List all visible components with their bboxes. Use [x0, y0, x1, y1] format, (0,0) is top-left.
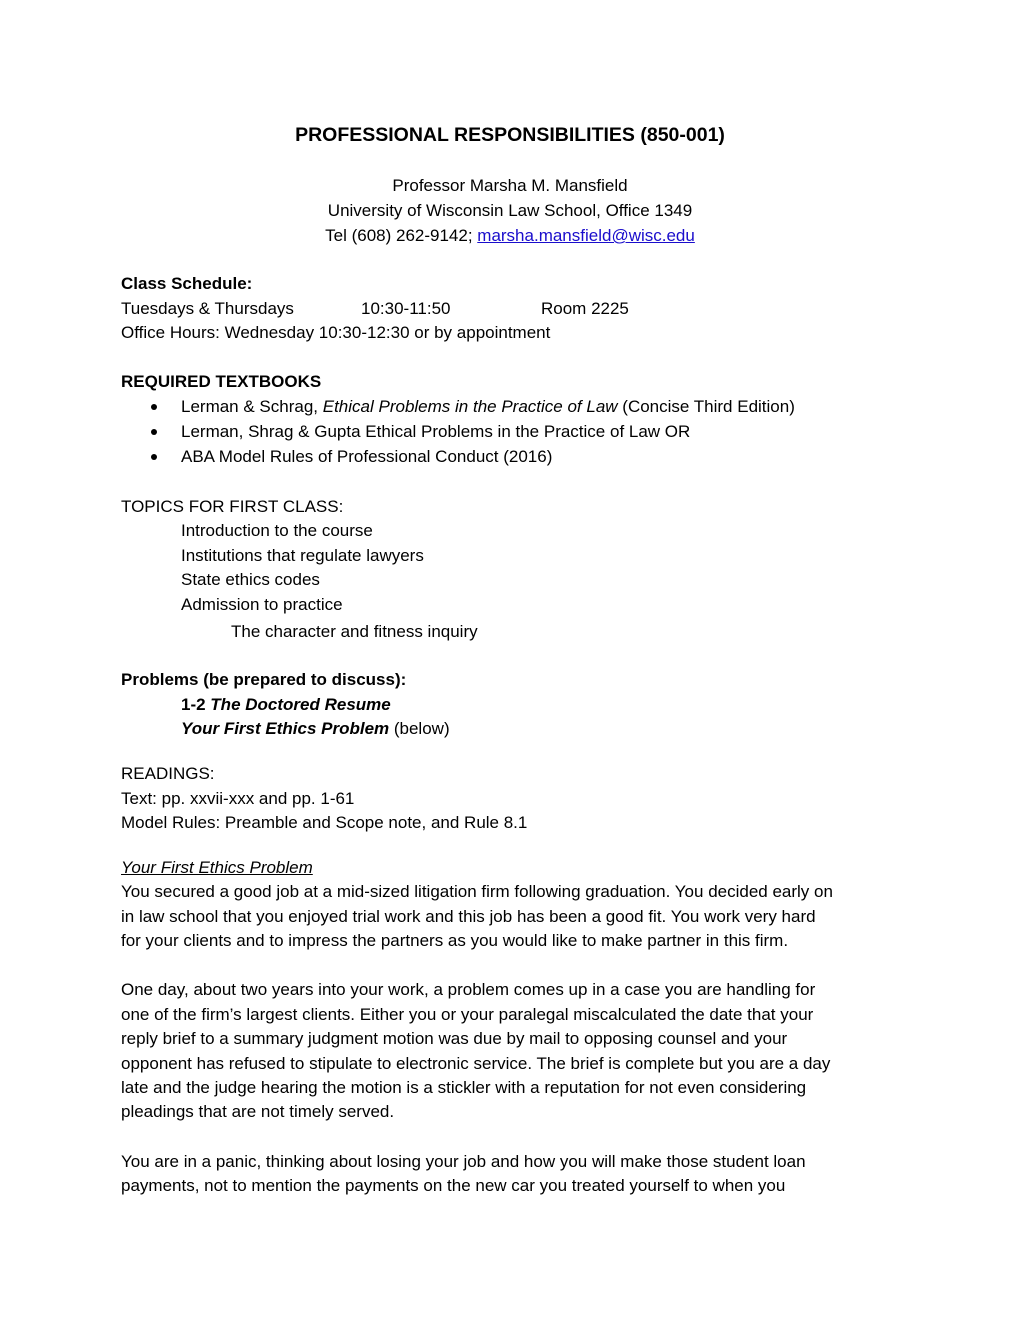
contact-line: [0, 225, 1020, 247]
readings-rules: Model Rules: Preamble and Scope note, and Rule 8.1: [121, 813, 528, 832]
paragraph-line: reply brief to a summary judgment motion was due by mail to opposing counsel and your: [121, 1029, 788, 1048]
textbook-item: Lerman, Shrag & Gupta Ethical Problems in the Practice of Law OR: [181, 422, 691, 441]
readings-heading: READINGS:: [121, 764, 215, 783]
paragraph-line: in law school that you enjoyed trial work and this job has been a good fit. You work very hard: [121, 907, 816, 926]
topic-subitem: The character and fitness inquiry: [231, 622, 478, 641]
paragraph-line: one of the firm’s largest clients. Either you or your paralegal miscalculated the date that your: [121, 1005, 814, 1024]
telephone: Tel (608) 262-9142;: [325, 226, 478, 245]
bullet-icon: [151, 454, 157, 460]
schedule-heading: Class Schedule:: [121, 274, 253, 293]
school-office: University of Wisconsin Law School, Office 1349: [327, 201, 693, 220]
problem-item: 1-2 The Doctored Resume: [181, 695, 391, 714]
office-hours: Office Hours: Wednesday 10:30-12:30 or by appointment: [121, 323, 551, 342]
textbook-title: Ethical Problems in the Practice of Law: [322, 397, 618, 416]
textbook-item: Lerman & Schrag, Ethical Problems in the Practice of Law (Concise Third Edition): [181, 397, 795, 416]
paragraph-line: payments, not to mention the payments on the new car you treated yourself to when you: [121, 1176, 786, 1195]
paragraph-line: You secured a good job at a mid-sized litigation firm following graduation. You decided early on: [121, 882, 833, 901]
bullet-icon: [151, 404, 157, 410]
textbooks-heading: REQUIRED TEXTBOOKS: [121, 372, 322, 391]
problem-item: Your First Ethics Problem (below): [181, 719, 450, 738]
page-title: PROFESSIONAL RESPONSIBILITIES (850-001): [295, 124, 725, 146]
paragraph-line: for your clients and to impress the partners as you would like to make partner in this firm.: [121, 931, 789, 950]
problems-heading: Problems (be prepared to discuss):: [121, 670, 407, 689]
readings-text: Text: pp. xxvii-xxx and pp. 1-61: [121, 789, 355, 808]
bullet-icon: [151, 429, 157, 435]
paragraph-line: pleadings that are not timely served.: [121, 1102, 395, 1121]
paragraph-line: opponent has refused to stipulate to electronic service. The brief is complete but you are a day: [121, 1054, 831, 1073]
ethics-problem-heading: Your First Ethics Problem: [121, 858, 313, 877]
professor-name: Professor Marsha M. Mansfield: [392, 176, 628, 195]
schedule-days: Tuesdays & Thursdays: [121, 299, 294, 318]
schedule-time: 10:30-11:50: [361, 299, 451, 318]
topic-item: Admission to practice: [181, 595, 343, 614]
paragraph-line: late and the judge hearing the motion is a stickler with a reputation for not even considering: [121, 1078, 807, 1097]
textbook-item: ABA Model Rules of Professional Conduct (2016): [181, 447, 553, 466]
schedule-room: Room 2225: [541, 299, 629, 318]
topics-heading: TOPICS FOR FIRST CLASS:: [121, 497, 344, 516]
topic-item: Institutions that regulate lawyers: [181, 546, 424, 565]
paragraph-line: One day, about two years into your work, a problem comes up in a case you are handling for: [121, 980, 816, 999]
topic-item: Introduction to the course: [181, 521, 373, 540]
paragraph-line: You are in a panic, thinking about losing your job and how you will make those student loan: [121, 1152, 806, 1171]
email-link[interactable]: marsha.mansfield@wisc.edu: [477, 226, 695, 245]
topic-item: State ethics codes: [181, 570, 320, 589]
